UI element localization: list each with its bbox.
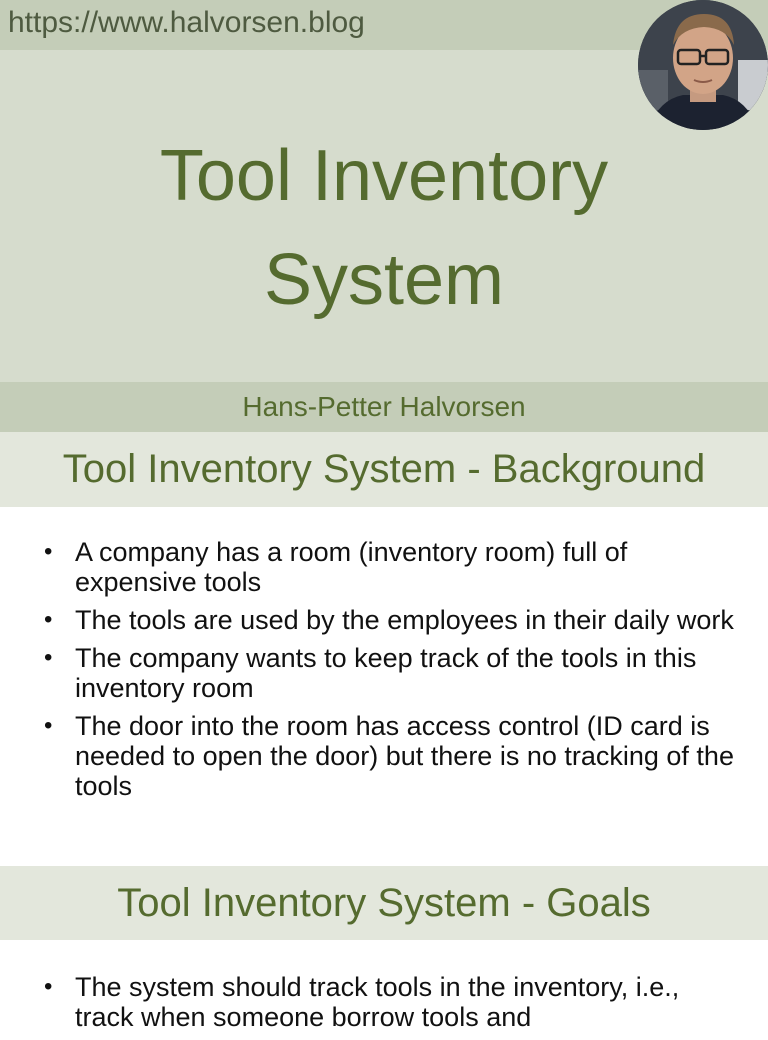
goals-bullet-list: [0, 972, 768, 1040]
bullet-item: [0, 972, 768, 1032]
bullet-item: [0, 643, 768, 703]
bullet-icon: •: [44, 606, 53, 633]
title-slide: [0, 0, 768, 432]
author-bar: [0, 382, 768, 432]
title-line-2: System: [263, 240, 505, 320]
background-bullet-list: [0, 537, 768, 809]
background-heading: Tool Inventory System - Background: [62, 447, 706, 491]
goals-heading-band: [0, 866, 768, 940]
bullet-icon: •: [44, 712, 53, 739]
presentation-title: [0, 124, 768, 332]
author-avatar: [638, 0, 768, 130]
bullet-text: The tools are used by the employees in their daily work: [75, 605, 734, 635]
bullet-item: [0, 537, 768, 597]
title-line-1: Tool Inventory: [159, 136, 609, 216]
bullet-text: The system should track tools in the inventory, i.e., track when someone borrow tools and: [75, 972, 680, 1032]
background-heading-band: [0, 432, 768, 507]
bullet-item: [0, 605, 768, 635]
bullet-text: The door into the room has access control (ID card is needed to open the door) but there is no tracking of the tools: [75, 711, 734, 801]
bullet-text: A company has a room (inventory room) full of expensive tools: [75, 537, 628, 597]
bullet-icon: •: [44, 644, 53, 671]
goals-heading: Tool Inventory System - Goals: [117, 881, 651, 925]
bullet-item: [0, 711, 768, 801]
bullet-text: The company wants to keep track of the tools in this inventory room: [75, 643, 697, 703]
blog-url[interactable]: https://www.halvorsen.blog: [8, 6, 365, 39]
bullet-icon: •: [44, 538, 53, 565]
bullet-icon: •: [44, 973, 53, 1000]
author-name: Hans-Petter Halvorsen: [242, 391, 526, 422]
